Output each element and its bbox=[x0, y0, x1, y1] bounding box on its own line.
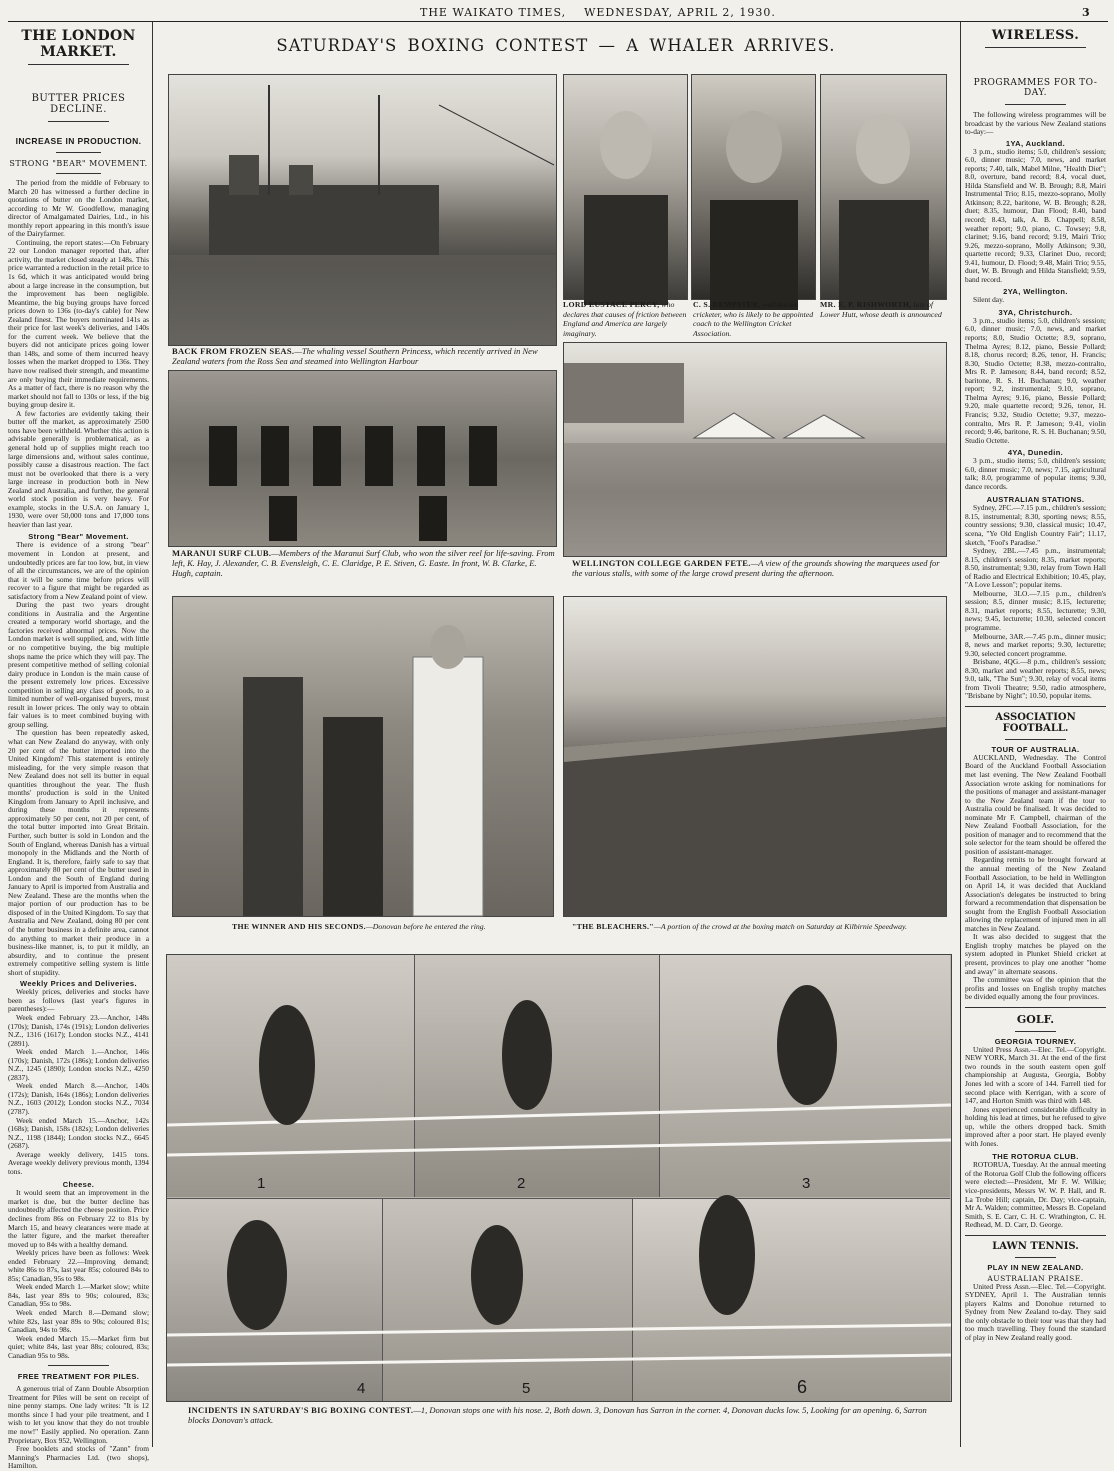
football-title: ASSOCIATION FOOTBALL. bbox=[995, 711, 1076, 734]
paragraph: A few factories are evidently taking their butter off the market, as approximately 2500 tons have been withheld. Whether this action is advisable generally is problematical, as a general hold up of supplies might reach too large dimensions and, without sales continue, possibly cause a disastrous reaction. The fact must not be overlooked that there is a very large increase in production both in New Zealand and Australia, and further, the general world stock position is very heavy. For example, stocks in the U.S.A. on January 1, 1930, were over 50,000 tons and 17,000 tons heavier than last year. bbox=[8, 408, 149, 529]
frame-number: 6 bbox=[797, 1377, 808, 1397]
paragraph: Brisbane, 4QG.—8 p.m., children's session; 8.30, market and weather reports; 8.55, news; 9.0, talk, "The Sun"; 9.30, relay of vocal items from Tivoli Theatre; 9.50, radio atmosphere, "Brisbane by Night"; 10.50, popular items. bbox=[965, 657, 1106, 701]
garden-fete-caption bbox=[572, 558, 945, 578]
page-number: 3 bbox=[1082, 6, 1090, 19]
caption-text: —A view of the grounds showing the marquees used for the various stalls, with some of the large crowd present during the afternoon. bbox=[572, 558, 940, 578]
surf-club-caption bbox=[172, 548, 555, 578]
bleachers-crowd bbox=[564, 597, 946, 916]
caption-text: who declares that causes of friction between England and America are largely imaginary. bbox=[563, 300, 687, 338]
paragraph: ROTORUA, Tuesday. At the annual meeting of the Rotorua Golf Club the following officers were elected:—President, Mr F. W. Wilkie; vice-presidents, Messrs W. W. P. Hall, and R. La Trobe Hill; captain, Dr. Day; vice-captain, Mr A. Walden; committee, Messrs B. Copeland Smith, S. E. Carr, C. H. C. Wrathington, C. H. Redhead, M. D. Carr, D. George. bbox=[965, 1160, 1106, 1230]
masthead-rule bbox=[8, 21, 1108, 22]
percy-caption bbox=[563, 300, 689, 338]
paragraph: The period from the middle of February to March 20 has witnessed a further decline in quotations of butter on the London market, according to Mr W. Goodfellow, managing director of Amalgamated Dairies, Ltd., in his monthly report appearing in this month's issue of the Dairyfarmer. bbox=[8, 178, 149, 239]
wireless-title: WIRELESS. bbox=[991, 28, 1080, 43]
ring-ropes bbox=[167, 955, 951, 1401]
portrait-figure bbox=[692, 75, 815, 299]
rishworth-portrait bbox=[820, 74, 947, 300]
wireless-body bbox=[965, 457, 1106, 491]
paragraph: 3 p.m., studio items; 5.0, children's session; 6.0, dinner music; 7.0, news; 7.15, agricultural talk; 8.0, programme of popular items; 9.30, dance records. bbox=[965, 456, 1106, 491]
paragraph: It would seem that an improvement in the market is due, but the butter decline has undoubtedly affected the cheese position. Price declines from 86s on February 22 to 81s by March 15, and heavy clearances were made at the latter figure, and the market thereafter moved up to 84s with a healthy demand. bbox=[8, 1188, 149, 1249]
paragraph: Free booklets and stocks of "Zann" from Manning's Pharmacies Ltd. (two shops), Hamilton. bbox=[8, 1444, 149, 1471]
paragraph: Average weekly delivery, 1415 tons. Average weekly delivery previous month, 1394 tons. bbox=[8, 1149, 149, 1176]
section-bear: STRONG "BEAR" MOVEMENT. bbox=[9, 159, 148, 168]
frame-number: 5 bbox=[522, 1380, 531, 1397]
whaler-caption bbox=[172, 346, 555, 366]
butter-subtitle: BUTTER PRICES DECLINE. bbox=[31, 93, 126, 115]
tour-of-australia: TOUR OF AUSTRALIA. bbox=[991, 744, 1080, 754]
paragraph: Week ended February 23.—Anchor, 148s (170s); Danish, 174s (191s); London deliveries N.Z., 1316 (1617); London stocks N.Z., 4141 (2891). bbox=[8, 1012, 149, 1048]
paragraph: It was also decided to suggest that the English trophy matches be played on the system adopted in Plunket Shield cricket at present, provinces to play one another "home and away" in alternate seasons. bbox=[965, 932, 1106, 976]
caption-text: —The whaling vessel Southern Princess, which recently arrived in New Zealand waters from the Ross Sea and steamed into Wellington Harbour bbox=[172, 346, 538, 366]
surf-club-figures bbox=[169, 371, 556, 546]
wireless-body bbox=[965, 504, 1106, 701]
section-cheese: Cheese. bbox=[62, 1180, 95, 1190]
caption-lead: "THE BLEACHERS." bbox=[572, 922, 654, 931]
boxing-caption bbox=[188, 1405, 933, 1425]
golf-body bbox=[965, 1046, 1106, 1149]
winner-photo bbox=[172, 596, 554, 917]
paragraph: 3 p.m., studio items; 5.0, children's session; 6.0, dinner music; 7.0, news, and market reports; 7.40, talk, Mabel Milne, "Health Diet"; 8.0, overture, band record; 8.4, vocal duet, Hilda Stansfield and W. B. Brough; 8.8, Mairi Instrumental Trio; 8.15, mezzo-soprano, Molly Atkinson; 8.22, baritone, W. B. Brough; 8.28, duet; 8.35, humour, Dan Flood; 8.40, band record; 8.43, talk, A. B. Chappell; 8.58, weather report; 9.0, piano, C. Towsey; 9.8, clarinet; 9.16, band record; 9.19, Mairi Trio; 9.26, mezzo-soprano, Molly Atkinson; 9.30, quartette record; 9.33, Clarinet Duo, record; 9.41, humour, D. Flood; 9.48, Mairi Trio; 9.55, duet, W. B. Brough and Hilda Stansfield; 9.59, band record. bbox=[965, 146, 1106, 284]
programmes-subtitle: PROGRAMMES FOR TO-DAY. bbox=[973, 78, 1098, 98]
caption-lead: INCIDENTS IN SATURDAY'S BIG BOXING CONTEST. bbox=[188, 1405, 414, 1415]
frame-number: 2 bbox=[517, 1175, 526, 1192]
paragraph: Sydney, 2BL.—7.45 p.m., instrumental; 8.15, children's session; 8.35, market reports; 8.50, instrumental; 9.30, relay from Town Hall of Radio and Electrical Exhibition; 10.45, play, "A Love Lesson"; popular items. bbox=[965, 546, 1106, 590]
whaler-ship-illustration bbox=[169, 75, 556, 345]
paragraph: 3 p.m., studio items; 5.0, children's session; 6.0, dinner music; 7.0, news, and market reports; 8.0, Studio Octette; 8.9, soprano, Thelma Ayres; 8.12, piano, Bessie Pollard; 8.18, chorus record; 8.26, tenor, H. Francis; 8.30, Studio Octette; 8.38, mezzo-contralto, Mrs R. P. Jameson; 8.44, band record; 8.52, baritone, R. S. H. Buchanan; 9.0, weather report; 9.2, instrumental; 9.10, soprano, Thelma Ayres; 9.16, piano, Bessie Pollard; 9.20, male quartette record; 9.26, tenor, H. Francis; 9.32, Studio Octette; 9.37, mezzo-contralto, Mrs R. P. Jameson; 9.41, violin record; 9.46, baritone, R. S. H. Buchanan; 9.50, Studio Octette. bbox=[965, 315, 1107, 445]
paragraph: Week ended March 8.—Anchor, 140s (172s); Danish, 164s (186s); London deliveries N.Z., 1603 (2012); London stocks N.Z., 7034 (2787). bbox=[8, 1081, 149, 1116]
australian-stations: AUSTRALIAN STATIONS. bbox=[986, 495, 1085, 505]
caption-lead: MARANUI SURF CLUB. bbox=[172, 548, 272, 558]
paragraph: AUCKLAND, Wednesday. The Control Board of the Auckland Football Association met last evening. The New Zealand Football Association wrote asking for nominations for the positions of manager and assistant-manager to the New Zealand team if the tour to Australia could be finalised. It was decided to nominate Mr F. Campbell, chairman of the New Zealand Football Association, for the position of manager and to recommend that the sole selector for the team should be offered the position of assistant-manager. bbox=[965, 752, 1106, 856]
caption-lead: THE WINNER AND HIS SECONDS. bbox=[232, 922, 366, 931]
paragraph: United Press Assn.—Elec. Tel.—Copyright. SYDNEY, April 1. The Australian tennis players Kalms and Donohue returned to Sydney from New Zealand to-day. They said the only obstacle to their tour was that they had too much travelling. They found the standard of play in New Zealand really good. bbox=[965, 1281, 1106, 1342]
dempster-caption bbox=[693, 300, 817, 338]
station-4ya: 4YA, Dunedin. bbox=[1007, 448, 1064, 458]
whaler-photo bbox=[168, 74, 557, 346]
paragraph: Continuing, the report states:—On February 22 our London manager reported that, after activity, the market closed steady at 148s. This price warranted a reduction in the retail price to 1s 6d, which it was anticipated would bring about a large increase in the consumption, but the improvement has been negligible. Meantime, the big buying groups have forced prices down to 136s (to-day's cable) for New Zealand finest. The buyers nominated 141s as their price for last week's deliveries, and 140s for the current week. We believe that the buyers did not anticipate prices going lower than 148s, and some of them incurred heavy losses when the market dropped to 136s. They have now realised their strength, and meantime are only buying their immediate requirements. As a matter of fact, there is no reason why the market should not fall to 130s or less, if the big buying group desire it. bbox=[8, 237, 149, 410]
caption-text: —A portion of the crowd at the boxing match on Saturday at Kilbirnie Speedway. bbox=[653, 922, 908, 931]
caption-lead: BACK FROM FROZEN SEAS. bbox=[172, 346, 295, 356]
garden-fete-scene bbox=[564, 343, 946, 556]
rotorua-club: THE ROTORUA CLUB. bbox=[992, 1152, 1079, 1162]
paragraph: Silent day. bbox=[973, 295, 1005, 305]
paragraph: Weekly prices, deliveries and stocks have been as follows (last year's figures in parentheses):— bbox=[8, 987, 149, 1014]
frame-number: 4 bbox=[357, 1380, 366, 1397]
tennis-body bbox=[965, 1283, 1106, 1343]
bleachers-photo bbox=[563, 596, 947, 917]
georgia-tourney: GEORGIA TOURNEY. bbox=[994, 1036, 1077, 1046]
section-strong-bear: Strong "Bear" Movement. bbox=[28, 532, 129, 542]
caption-text: —Donovan before he entered the ring. bbox=[365, 922, 486, 931]
caption-lead: WELLINGTON COLLEGE GARDEN FETE. bbox=[572, 558, 751, 568]
wireless-body bbox=[965, 111, 1106, 137]
london-market-title: THE LONDON MARKET. bbox=[21, 28, 136, 60]
section-weekly: Weekly Prices and Deliveries. bbox=[20, 979, 137, 989]
portrait-figure bbox=[821, 75, 946, 299]
wireless-body bbox=[965, 296, 1106, 305]
section-piles: FREE TREATMENT FOR PILES. bbox=[17, 1372, 140, 1382]
caption-text: —Members of the Maranui Surf Club, who won the silver reel for life-saving. From left, K. Hay, J. Alexander, C. B. Evensleigh, C. E. Claridge, P. E. Stiven, G. Easte. In front, W. B. Clarke, E. Hugh, captain. bbox=[172, 548, 555, 578]
paragraph: Jones experienced considerable difficulty in holding his lead at times, but he refused to give up, while the others dropped back. Smith improved after a poor start. He played evenly with Jones. bbox=[965, 1104, 1106, 1148]
golf-body bbox=[965, 1161, 1106, 1229]
paragraph: Week ended March 15.—Anchor, 142s (168s); Danish, 158s (182s); London deliveries N.Z., 1198 (1844); London stocks N.Z., 6645 (2687). bbox=[8, 1115, 149, 1151]
rishworth-caption bbox=[820, 300, 945, 319]
column-rule-right bbox=[960, 22, 961, 1447]
market-body-2 bbox=[8, 541, 149, 977]
masthead bbox=[420, 6, 940, 19]
paragraph: Week ended March 8.—Demand slow; white 82s, last year 89s to 90s; coloured 81s; Canadian, 94s to 98s. bbox=[8, 1308, 149, 1335]
paragraph: Week ended March 15.—Market firm but quiet; white 84s, last year 88s; coloured, 83s; Canadian 95s to 98s. bbox=[8, 1333, 149, 1360]
surf-club-photo bbox=[168, 370, 557, 547]
right-column bbox=[965, 28, 1106, 1443]
frame-number: 1 bbox=[257, 1175, 266, 1192]
caption-lead: LORD EUSTACE PERCY, bbox=[563, 300, 660, 309]
play-in-nz: PLAY IN NEW ZEALAND. bbox=[987, 1262, 1084, 1272]
dempster-portrait bbox=[691, 74, 816, 300]
paragraph: A generous trial of Zann Double Absorption Treatment for Piles will be sent on receipt of nine penny stamps. One lady writes: "It is 12 months since I had your pile treatment, and I wish to let you know that they do not trouble me now!" Easily applied. No operation. Zann Proprietary, Box 952, Wellington. bbox=[8, 1384, 149, 1445]
caption-text: well-known cricketer, who is likely to be appointed coach to the Wellington Cricket Association. bbox=[693, 300, 814, 338]
paragraph: Week ended March 1.—Anchor, 146s (170s); Danish, 172s (186s); London deliveries N.Z., 1245 (1890); London stocks N.Z., 4250 (2837). bbox=[8, 1047, 149, 1082]
winner-figures bbox=[173, 597, 553, 916]
paragraph: Sydney, 2FC.—7.15 p.m., children's session; 8.15, instrumental; 8.30, sporting news; 8.55, country sessions; 9.30, classical music; 10.47, scena, "Ye Old English Country Fair"; 11.17, sketch, "Fool's Paradise." bbox=[965, 503, 1106, 547]
football-body bbox=[965, 754, 1106, 1002]
paragraph: During the past two years drought conditions in Australia and the Argentine created a temporary world shortage, and the factories received abnormal prices. Now the London market is well supplied, and, with little or no competitive buying, the big multiple shops name the price which they will pay. The present competitive method of selling colonial dairy produce in London is the main cause of the present extremely low prices. Excessive competition in selling any class of goods, to a limited number of well-organised buyers, must result in lower prices. The only way to obtain fair values is to meet combined buying with group selling. bbox=[8, 600, 149, 729]
station-3ya: 3YA, Christchurch. bbox=[998, 307, 1073, 317]
left-column bbox=[8, 28, 149, 1471]
section-increase: INCREASE IN PRODUCTION. bbox=[15, 136, 142, 146]
column-rule-left bbox=[152, 22, 153, 1447]
paragraph: Regarding remits to be brought forward at the annual meeting of the New Zealand Football Association, to be held in Wellington on April 14, it was decided that Auckland Association's delegates be instructed to bring forward a recommendation that dispensation be sought from the English Football Association allowing the replacement of injured men in all matches in New Zealand. bbox=[965, 855, 1106, 933]
tennis-title: LAWN TENNIS. bbox=[992, 1240, 1079, 1252]
portrait-figure bbox=[564, 75, 687, 299]
bleachers-caption bbox=[572, 922, 945, 932]
frame-number: 3 bbox=[802, 1175, 811, 1192]
market-body-1 bbox=[8, 179, 149, 529]
station-1ya: 1YA, Auckland. bbox=[1005, 138, 1066, 148]
center-headline: SATURDAY'S BOXING CONTEST — A WHALER ARRIVES. bbox=[276, 36, 836, 55]
station-2ya: 2YA, Wellington. bbox=[1003, 287, 1068, 297]
paragraph: There is evidence of a strong "bear" movement in London at present, and undoubtedly prices are far too low, but, in view of all the circumstances, we are of the opinion that it will be some time before prices will recover to a figure that might be regarded as satisfactory from a New Zealand point of view. bbox=[8, 540, 149, 601]
paper-name: THE WAIKATO TIMES, bbox=[420, 6, 567, 19]
australian-praise: AUSTRALIAN PRAISE. bbox=[987, 1273, 1084, 1283]
issue-date: WEDNESDAY, APRIL 2, 1930. bbox=[584, 6, 776, 19]
paragraph: Melbourne, 3LO.—7.15 p.m., children's session; 8.5, dinner music; 8.15, lecturette; 8.31, market reports; 8.55, lecturette; 9.30, news; 9.45, lecturette; 10.30, selected concert programme. bbox=[965, 588, 1106, 632]
paragraph: Melbourne, 3AR.—7.45 p.m., dinner music; 8, news and market reports; 9.30, lecturette; 9.30, selected concert programme. bbox=[965, 631, 1106, 658]
caption-text: late of Lower Hutt, whose death is announced bbox=[820, 300, 942, 319]
market-body-4 bbox=[8, 1189, 149, 1360]
market-body-5 bbox=[8, 1385, 149, 1470]
market-body-3 bbox=[8, 988, 149, 1176]
wireless-body bbox=[965, 317, 1106, 445]
caption-lead: MR. E. P. RISHWORTH, bbox=[820, 300, 912, 309]
paragraph: The following wireless programmes will be broadcast by the various New Zealand stations to-day:— bbox=[965, 110, 1106, 137]
caption-lead: C. S. DEMPSTER, bbox=[693, 300, 761, 309]
caption-text: —1, Donovan stops one with his nose. 2, Both down. 3, Donovan has Sarron in the corner. 4, Donovan ducks low. 5, Looking for an opening. 6, Sarron blocks Donovan's attack. bbox=[188, 1405, 927, 1425]
winner-caption bbox=[232, 922, 552, 932]
paragraph: United Press Assn.—Elec. Tel.—Copyright. NEW YORK, March 31. At the end of the first two rounds in the south eastern open golf championship at Augusta, Georgia, Bobby Jones led with a score of 144. Farrell tied for second place with Kerrigan, with a score of 147, and Horton Smith was third with 148. bbox=[965, 1044, 1106, 1106]
wireless-body bbox=[965, 148, 1106, 285]
golf-title: GOLF. bbox=[1016, 1012, 1055, 1026]
paragraph: Weekly prices have been as follows: Week ended February 22.—Improving demand; white 86s to 87s, last year 85s; coloured 84s to 85s; Canadian, 95s to 98s. bbox=[8, 1248, 149, 1283]
paragraph: The committee was of the opinion that the profits and losses on English trophy matches be divided equally among the four provinces. bbox=[965, 975, 1106, 1002]
paragraph: The question has been repeatedly asked, what can New Zealand do anyway, with only 20 per cent of the butter imported into the United Kingdom? This statement is entirely misleading, for the very simple reason that New Zealand does not sell its butter in equal quantities throughout the year. The flush months' production is sold in the United Kingdom from January to April inclusive, and during these months it represents approximately 50 per cent, not 20 per cent, of the total butter imported into Great Britain. Further, such butter is sold in London and the South of England, whereas Danish has a virtual monopoly in the Midlands and the North of England. It is, therefore, fairly safe to say that approximately 80 per cent of the butter used in London and the South of England during January to April is imported from Australia and New Zealand. These are the months when the major portion of our production has to be disposed of in the United Kingdom. To say that Australia and New Zealand, doing 80 per cent of the butter business in a definite area, cannot do anything to market their produce in a business-like manner, is, to put it mildly, an absurdity, and to continue the present extremely competitive selling system is little short of stupidity. bbox=[8, 728, 149, 977]
percy-portrait bbox=[563, 74, 688, 300]
paragraph: Week ended March 1.—Market slow; white 84s, last year 89s to 90s; coloured, 83s; Canadian, 95s to 98s. bbox=[8, 1282, 149, 1309]
garden-fete-photo bbox=[563, 342, 947, 557]
boxing-collage bbox=[166, 954, 952, 1402]
